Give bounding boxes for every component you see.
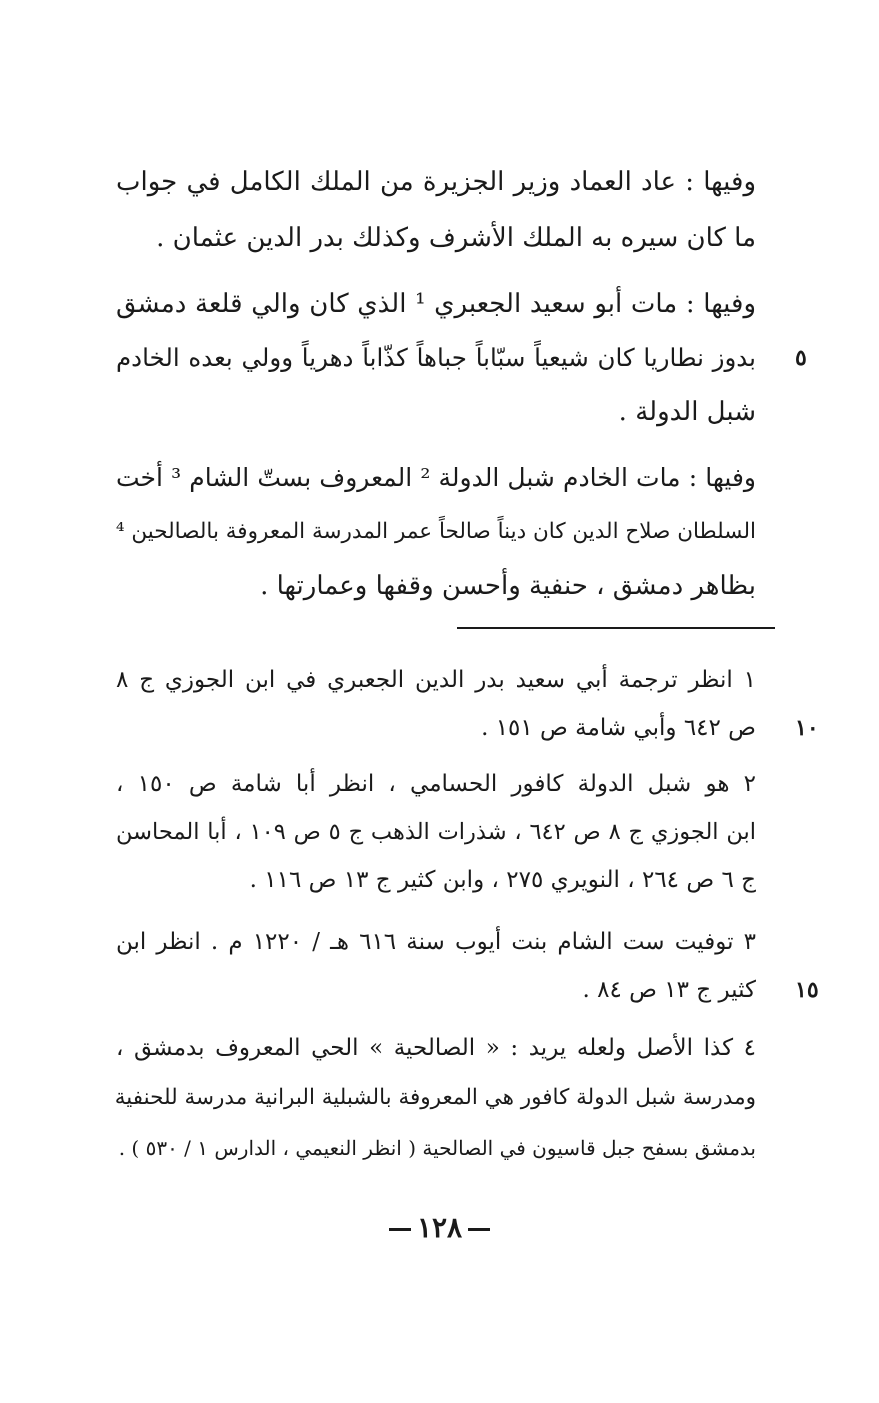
main-text-line: وفيها : مات أبو سعيد الجعبري ¹ الذي كان والي قلعة دمشق <box>116 289 757 319</box>
main-text-line: بدوز نطاريا كان شيعياً سبّاباً جباهاً كذّاباً دهرياً وولي بعده الخادم <box>116 343 756 372</box>
footnote-line: بدمشق بسفح جبل قاسيون في الصالحية ( انظر النعيمي ، الدارس ١ / ٥٣٠ ) . <box>118 1136 756 1160</box>
dash-ornament <box>468 1228 490 1231</box>
footnote-line: ج ٦ ص ٢٦٤ ، النويري ٢٧٥ ، وابن كثير ج ١٣ ص ١١٦ . <box>249 867 756 893</box>
footnote-line: ابن الجوزي ج ٨ ص ٦٤٢ ، شذرات الذهب ج ٥ ص ١٠٩ ، أبا المحاسن <box>116 819 757 845</box>
main-text-line: وفيها : مات الخادم شبل الدولة ² المعروف بستّ الشام ³ أخت <box>116 463 756 492</box>
footnote-line: ص ٦٤٢ وأبي شامة ص ١٥١ . <box>481 715 756 741</box>
main-text-line: ما كان سيره به الملك الأشرف وكذلك بدر الدين عثمان . <box>156 223 756 253</box>
margin-line-number: ١٥ <box>795 977 819 1003</box>
main-text-line: وفيها : عاد العماد وزير الجزيرة من الملك الكامل في جواب <box>116 167 756 197</box>
footnote-line: ٣ توفيت ست الشام بنت أيوب سنة ٦١٦ هـ / ١٢٢٠ م . انظر ابن <box>116 929 756 955</box>
page-number-value: ١٢٨ <box>416 1211 463 1244</box>
footnote-line: كثير ج ١٣ ص ٨٤ . <box>582 977 756 1003</box>
footnote-separator <box>457 627 775 629</box>
main-text-line: بظاهر دمشق ، حنفية وأحسن وقفها وعمارتها . <box>260 571 756 601</box>
footnote-line: ٢ هو شبل الدولة كافور الحسامي ، انظر أبا شامة ص ١٥٠ ، <box>116 771 757 797</box>
footnote-line: ومدرسة شبل الدولة كافور هي المعروفة بالشبلية البرانية مدرسة للحنفية <box>114 1085 756 1110</box>
margin-line-number: ٥ <box>795 345 807 371</box>
footnote-line: ١ انظر ترجمة أبي سعيد بدر الدين الجعبري في ابن الجوزي ج ٨ <box>116 667 756 693</box>
main-text-line: شبل الدولة . <box>618 397 756 427</box>
margin-line-number: ١٠ <box>795 715 819 741</box>
page-number <box>0 1208 879 1248</box>
footnote-line: ٤ كذا الأصل ولعله يريد : « الصالحية » الحي المعروف بدمشق ، <box>116 1035 756 1061</box>
dash-ornament <box>389 1228 411 1231</box>
main-text-line: السلطان صلاح الدين كان ديناً صالحاً عمر المدرسة المعروفة بالصالحين ⁴ <box>115 519 756 544</box>
